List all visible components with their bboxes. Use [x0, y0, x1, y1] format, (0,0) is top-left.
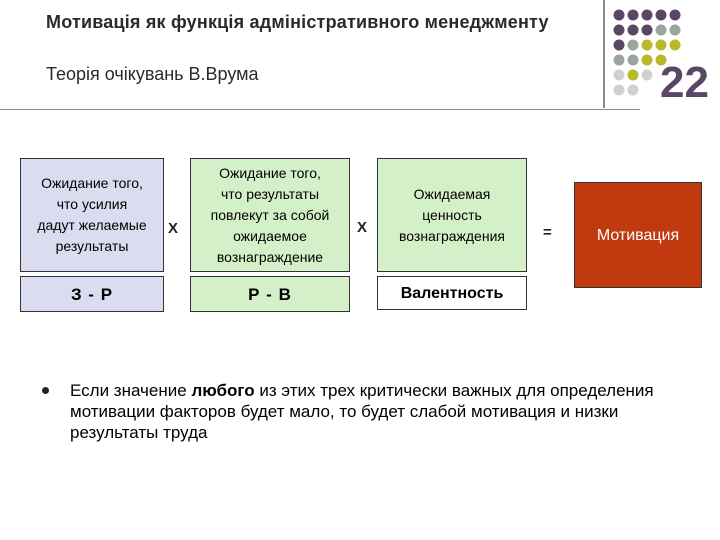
valence-label-box	[377, 276, 527, 310]
decorative-dot	[628, 85, 639, 96]
decorative-dot	[628, 25, 639, 36]
decorative-dot	[628, 70, 639, 81]
expectancy-effort-result-box	[20, 158, 164, 272]
conclusion-text-emphasis: любого	[191, 381, 255, 400]
equals-operator: =	[543, 224, 552, 241]
effort-result-label: З - Р	[70, 284, 114, 304]
decorative-dot	[670, 40, 681, 51]
decorative-dot	[628, 40, 639, 51]
decorative-dot	[614, 55, 625, 66]
decorative-dot	[656, 25, 667, 36]
decorative-dot	[670, 10, 681, 21]
decorative-dot	[670, 25, 681, 36]
reward-value-box	[377, 158, 527, 272]
decorative-dot	[614, 10, 625, 21]
conclusion-text	[70, 380, 670, 443]
motivation-text: Мотивация	[596, 226, 680, 244]
decorative-dot	[628, 10, 639, 21]
decorative-dot	[656, 10, 667, 21]
decorative-dot	[614, 70, 625, 81]
decorative-dot	[614, 40, 625, 51]
valence-label: Валентность	[400, 284, 504, 302]
conclusion-text-start: Если значение	[70, 381, 192, 400]
motivation-box	[574, 182, 702, 288]
result-reward-label-box	[190, 276, 350, 312]
multiply-operator-2: X	[357, 219, 368, 236]
decorative-dot	[642, 10, 653, 21]
decorative-dot	[642, 40, 653, 51]
decorative-dot	[642, 70, 653, 81]
slide-number: 22	[660, 58, 709, 107]
conclusion-text-end: из этих трех критически важных для определения мотивации факторов будет мало, то будет слабой мотивация и низки результаты труда	[70, 381, 654, 442]
reward-value-text: Ожидаемая ценность вознаграждения	[399, 185, 505, 244]
bullet-point-icon	[42, 387, 49, 394]
decorative-dot	[614, 25, 625, 36]
result-reward-label: Р - В	[248, 284, 292, 304]
expectancy-effort-result-text: Ожидание того, что усилия дадут желаемые результаты	[37, 175, 147, 254]
decorative-dot	[614, 85, 625, 96]
decorative-dot	[642, 55, 653, 66]
slide-title: Мотивація як функція адміністративного менеджменту	[46, 12, 549, 32]
expectancy-result-reward-text: Ожидание того, что результаты повлекут за собой ожидаемое вознаграждение	[210, 164, 330, 265]
decorative-dot	[642, 25, 653, 36]
decorative-dot	[628, 55, 639, 66]
header-divider-vertical	[603, 0, 605, 108]
multiply-operator-1: X	[168, 220, 179, 237]
expectancy-result-reward-box	[190, 158, 350, 272]
slide-subtitle: Теорія очікувань В.Врума	[46, 64, 259, 84]
decorative-dot	[656, 40, 667, 51]
header-divider-horizontal	[0, 109, 640, 110]
effort-result-label-box	[20, 276, 164, 312]
